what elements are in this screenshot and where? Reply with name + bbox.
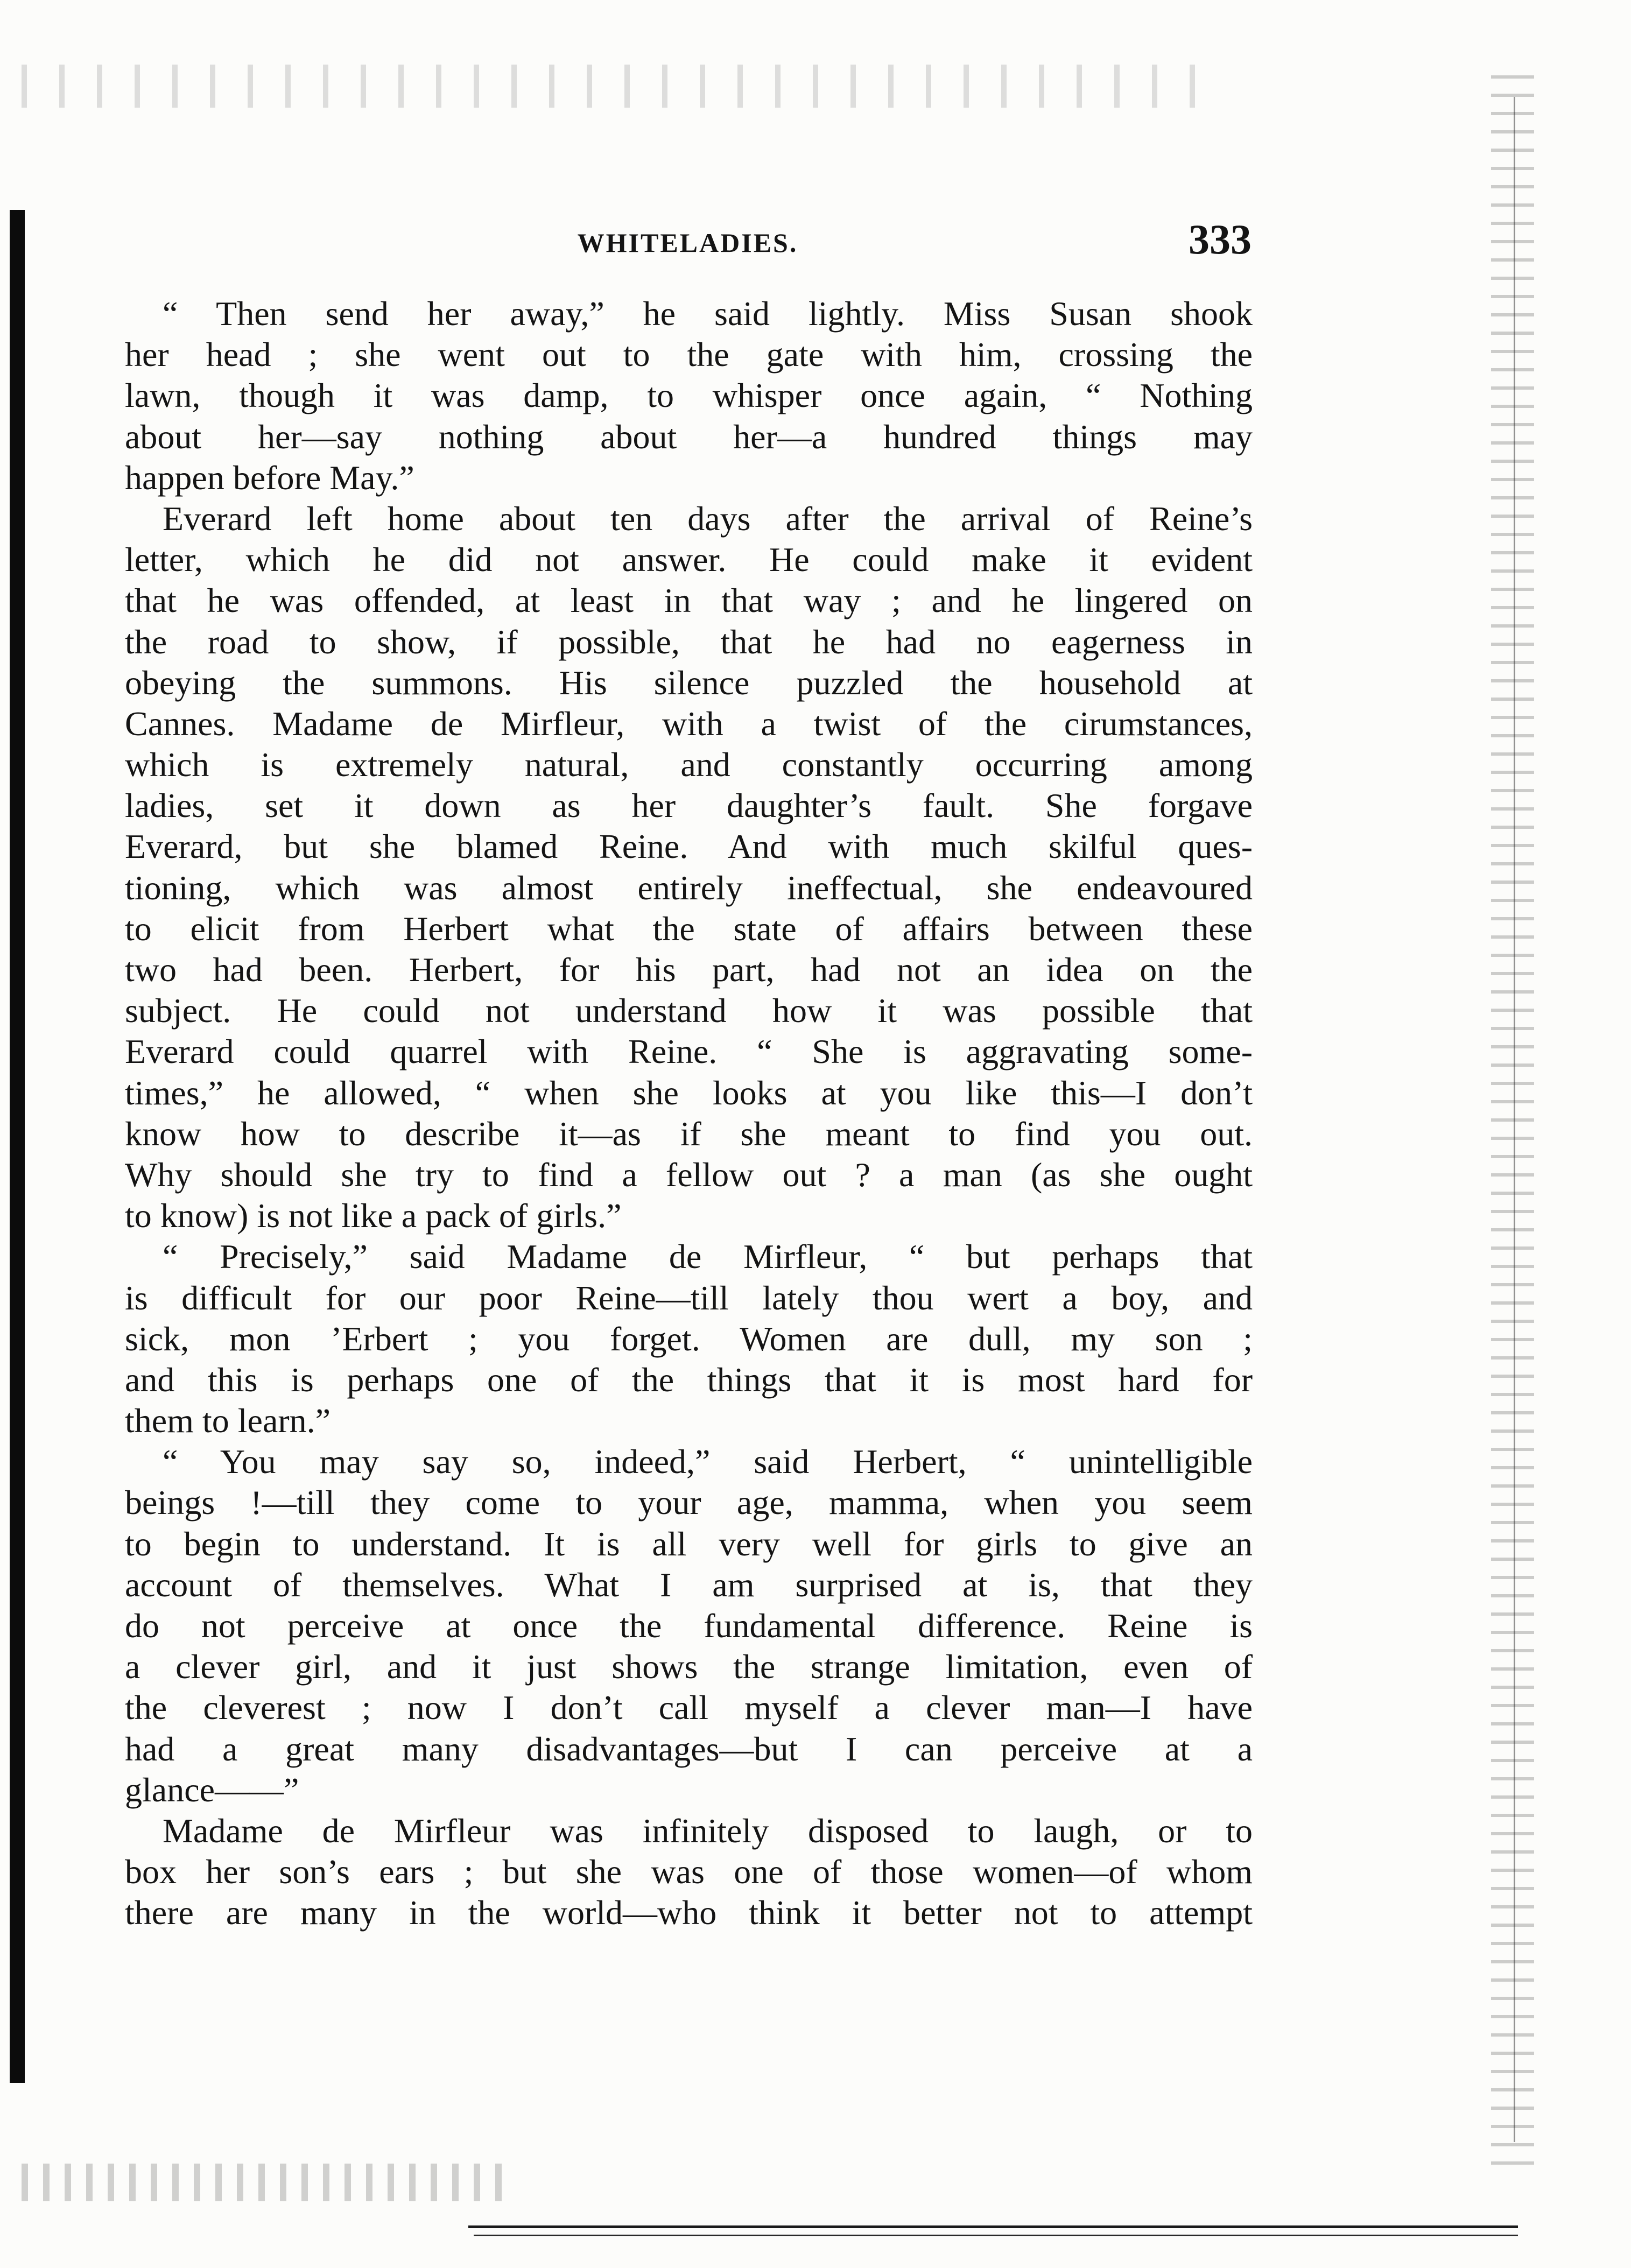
text-line: glance——” [125, 1770, 299, 1809]
text-line: do not perceive at once the fundamental difference. Reine is [125, 1607, 1253, 1645]
text-line: times,” he allowed, “ when she looks at you like this—I don’t [125, 1073, 1253, 1112]
body-text [125, 293, 1253, 1934]
text-line: beings !—till they come to your age, mamma, when you seem [125, 1483, 1253, 1522]
text-line: about her—say nothing about her—a hundred things may [125, 417, 1253, 456]
text-line: Everard, but she blamed Reine. And with much skilful ques- [125, 827, 1253, 866]
text-line: is difficult for our poor Reine—till lately thou wert a boy, and [125, 1278, 1253, 1317]
text-line: Why should she try to find a fellow out ? a man (as she ought [125, 1155, 1253, 1194]
text-line: account of themselves. What I am surprised at is, that they [125, 1565, 1253, 1604]
text-line: and this is perhaps one of the things that it is most hard for [125, 1360, 1253, 1399]
text-line: box her son’s ears ; but she was one of those women—of whom [125, 1853, 1253, 1891]
scan-noise-bottom [22, 2164, 506, 2201]
text-line: had a great many disadvantages—but I can perceive at a [125, 1729, 1253, 1768]
text-line: two had been. Herbert, for his part, had not an idea on the [125, 950, 1253, 989]
text-line: them to learn.” [125, 1401, 331, 1440]
scan-noise-top [22, 65, 1206, 108]
text-line: which is extremely natural, and constantly occurring among [125, 745, 1253, 784]
text-line: “ Then send her away,” he said lightly. Miss Susan shook [163, 294, 1253, 333]
text-line: the road to show, if possible, that he had no eagerness in [125, 622, 1253, 661]
text-line: obeying the summons. His silence puzzled the household at [125, 663, 1253, 702]
text-line: Everard could quarrel with Reine. “ She is aggravating some- [125, 1032, 1253, 1071]
text-line: happen before May.” [125, 458, 414, 497]
text-line: Cannes. Madame de Mirfleur, with a twist of the cirumstances, [125, 704, 1253, 743]
text-line: sick, mon ’Erbert ; you forget. Women are dull, my son ; [125, 1319, 1253, 1358]
text-line: that he was offended, at least in that way ; and he lingered on [125, 581, 1253, 620]
text-line: ladies, set it down as her daughter’s fault. She forgave [125, 786, 1253, 825]
text-line: “ You may say so, indeed,” said Herbert, “ unintelligible [163, 1442, 1253, 1481]
text-line: letter, which he did not answer. He could make it evident [125, 540, 1253, 579]
binding-rule [10, 210, 25, 2083]
text-line: Everard left home about ten days after the arrival of Reine’s [163, 499, 1253, 538]
running-head [124, 215, 1252, 269]
text-line: lawn, though it was damp, to whisper once again, “ Nothing [125, 376, 1253, 415]
page-number: 333 [1189, 216, 1252, 263]
bottom-rule [468, 2225, 1518, 2228]
bottom-rule-secondary [474, 2235, 1518, 2236]
text-line: subject. He could not understand how it was possible that [125, 991, 1253, 1030]
text-line: tioning, which was almost entirely ineffectual, she endeavoured [125, 868, 1253, 907]
text-line: to elicit from Herbert what the state of affairs between these [125, 909, 1253, 948]
text-line: there are many in the world—who think it better not to attempt [125, 1893, 1253, 1932]
text-line: to know) is not like a pack of girls.” [125, 1196, 622, 1235]
text-line: her head ; she went out to the gate with him, crossing the [125, 335, 1253, 374]
page-edge-speckle [1491, 75, 1534, 2174]
text-line: “ Precisely,” said Madame de Mirfleur, “ but perhaps that [163, 1237, 1253, 1276]
text-line: the cleverest ; now I don’t call myself a clever man—I have [125, 1688, 1253, 1727]
text-line: to begin to understand. It is all very well for girls to give an [125, 1524, 1253, 1563]
page-edge-line [1514, 97, 1515, 2142]
running-title: WHITELADIES. [577, 228, 798, 258]
text-line: know how to describe it—as if she meant to find you out. [125, 1114, 1253, 1153]
text-line: Madame de Mirfleur was infinitely disposed to laugh, or to [163, 1811, 1253, 1850]
text-line: a clever girl, and it just shows the strange limitation, even of [125, 1647, 1253, 1686]
